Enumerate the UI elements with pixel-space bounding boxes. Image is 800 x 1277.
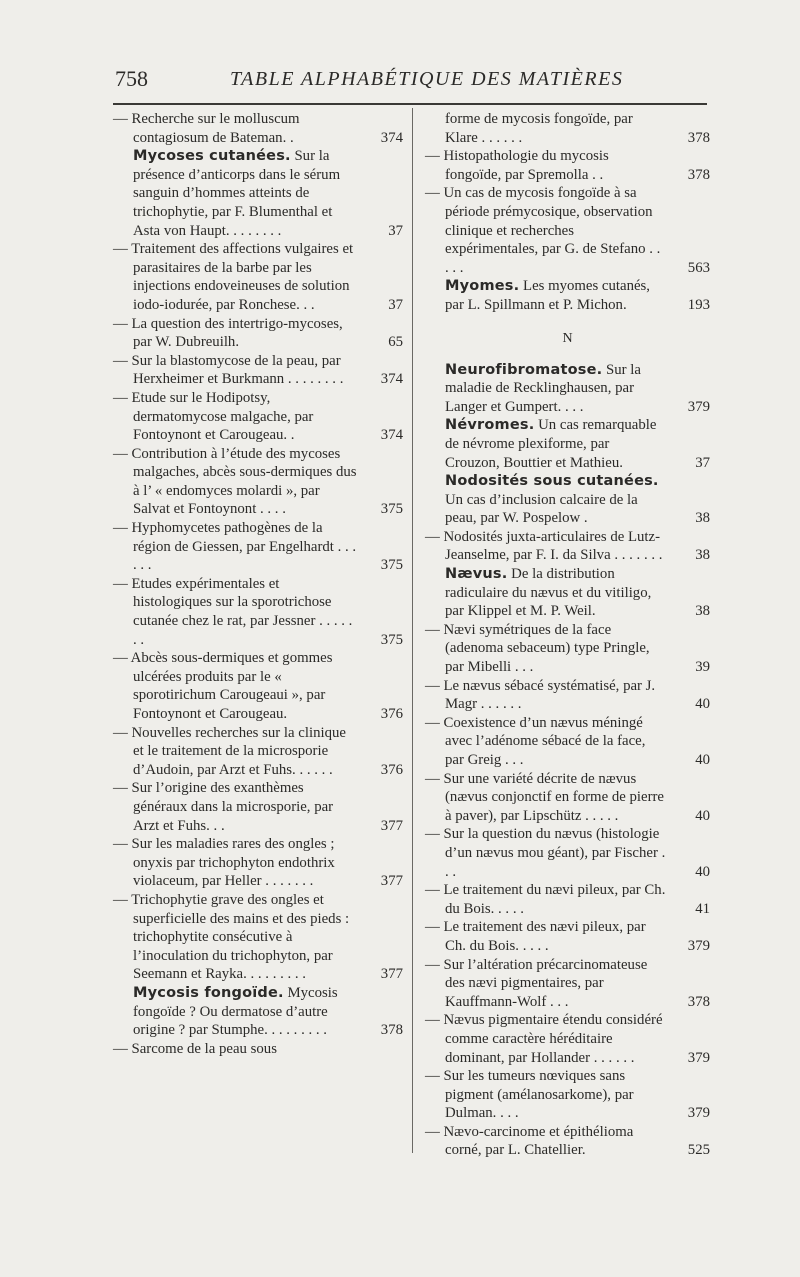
- page-reference: 379: [687, 1049, 710, 1066]
- entry-text: — Histopathologie du mycosis fongoïde, par Spremolla . .: [425, 148, 609, 183]
- index-subentry: [425, 956, 710, 1012]
- entry-text: — La question des intertrigo-mycoses, par W. Dubreuilh.: [113, 315, 343, 351]
- index-subentry: [113, 724, 403, 780]
- page-reference: 375: [380, 631, 403, 648]
- entry-text: — Sarcome de la peau sous: [113, 1040, 277, 1057]
- entry-text: Un cas d’inclusion calcaire de la peau, par W. Pospelow .: [445, 491, 638, 527]
- index-subentry: [425, 770, 710, 826]
- entry-text: — Sur la blastomycose de la peau, par Herxheimer et Burkmann . . . . . . . .: [113, 352, 344, 388]
- index-heading-entry: [113, 147, 403, 240]
- page-reference: 38: [695, 547, 710, 564]
- page-reference: 39: [695, 659, 710, 676]
- page-reference: 379: [687, 398, 710, 415]
- page-reference: 525: [687, 1142, 710, 1159]
- page-reference: 563: [687, 259, 710, 276]
- entry-text: — Sur les maladies rares des ongles ; onyxis par trichophyton endothrix violaceum, par Heller . . . . . . .: [113, 836, 335, 890]
- page-reference: 375: [380, 501, 403, 518]
- entry-text: — Etudes expérimentales et histologiques sur la sporotrichose cutanée chez le rat, par Jessner . . . . . . .: [113, 575, 353, 648]
- index-subentry: [425, 147, 710, 184]
- page-reference: 40: [695, 807, 710, 824]
- entry-text: Sur la maladie de Recklinghausen, par Langer et Gumpert. . . .: [445, 361, 641, 415]
- index-subentry: [113, 445, 403, 519]
- page-reference: 374: [380, 129, 403, 146]
- page-reference: 193: [687, 296, 710, 313]
- entry-text: — Sur une variété décrite de nævus (nævus conjonctif en forme de pierre à paver), par Lipschütz . . . . .: [425, 770, 664, 824]
- entry-text: forme de mycosis fongoïde, par Klare . . . . . .: [445, 111, 633, 146]
- entry-text: — Recherche sur le molluscum contagiosum de Bateman. .: [113, 111, 300, 146]
- page-reference: 37: [388, 222, 403, 239]
- entry-text: Sur la présence d’anticorps dans le sérum sanguin d’hommes atteints de trichophytie, par F. Blumenthal et Asta von Haupt. . . . . . . .: [133, 148, 341, 239]
- index-subentry: [425, 825, 710, 881]
- entry-text: — Coexistence d’un nævus méningé avec l’adénome sébacé de la face, par Greig . . .: [425, 714, 646, 768]
- page-reference: 378: [380, 1022, 403, 1039]
- entry-text: — Sur l’altération précarcinomateuse des nævi pigmentaires, par Kauffmann-Wolf . . .: [425, 956, 648, 1010]
- page-reference: 376: [380, 706, 403, 722]
- entry-text: Mycosis fongoïde ? Ou dermatose d’autre origine ? par Stumphe. . . . . . . . .: [133, 984, 338, 1039]
- index-subentry: [113, 891, 403, 984]
- page-reference: 40: [695, 696, 710, 713]
- index-term: Mycosis fongoïde.: [133, 984, 284, 1001]
- index-subentry: [113, 519, 403, 575]
- index-term: Myomes.: [445, 278, 520, 295]
- index-term: Nodosités sous cutanées.: [445, 473, 659, 490]
- entry-text: — Nævi symétriques de la face (adenoma sebaceum) type Pringle, par Mibelli . . .: [425, 621, 650, 676]
- index-subentry: [113, 315, 403, 352]
- entry-text: — Nævus pigmentaire étendu considéré comme caractère héréditaire dominant, par Hollander . . . . . .: [425, 1012, 663, 1066]
- page-reference: 377: [380, 873, 403, 890]
- index-subentry: [113, 649, 403, 723]
- page-reference: 40: [695, 752, 710, 768]
- entry-text: — Traitement des affections vulgaires et parasitaires de la barbe par les injections endoveineuses de solution iodo-iodurée, par Ronchese. . .: [113, 241, 354, 313]
- index-subentry: [425, 621, 710, 677]
- running-title: TABLE ALPHABÉTIQUE DES MATIÈRES: [230, 68, 624, 90]
- page-reference: 376: [380, 761, 403, 778]
- index-term: Mycoses cutanées.: [133, 148, 291, 165]
- index-subentry: [425, 110, 710, 147]
- page-number: 758: [115, 66, 148, 91]
- index-subentry: [113, 110, 403, 147]
- index-subentry: [113, 352, 403, 389]
- index-subentry: [113, 240, 403, 314]
- entry-text: — Sur l’origine des exanthèmes généraux dans la microsporie, par Arzt et Fuhs. . .: [113, 780, 334, 834]
- index-subentry: [113, 389, 403, 445]
- entry-text: — Nodosités juxta-articulaires de Lutz-Jeanselme, par F. I. da Silva . . . . . . .: [425, 528, 663, 564]
- entry-text: — Sur la question du nævus (histologie d’un nævus mou géant), par Fischer . . .: [425, 826, 666, 880]
- page-reference: 375: [380, 557, 403, 574]
- entry-text: — Le nævus sébacé systématisé, par J. Magr . . . . . .: [425, 677, 656, 713]
- page-reference: 379: [687, 937, 710, 954]
- section-letter: N: [562, 330, 573, 346]
- page-reference: 374: [380, 427, 403, 444]
- index-heading-entry: [425, 361, 710, 417]
- entry-text: — Le traitement du nævi pileux, par Ch. du Bois. . . . .: [425, 882, 666, 917]
- page-reference: 65: [388, 334, 403, 351]
- index-subentry: [425, 677, 710, 714]
- page-reference: 374: [380, 371, 403, 388]
- page-reference: 41: [695, 900, 710, 917]
- index-heading-entry: [425, 472, 710, 528]
- page-reference: 378: [687, 129, 710, 146]
- right-column: [425, 110, 710, 1160]
- page-reference: 377: [380, 966, 403, 983]
- page-header: [0, 66, 800, 96]
- page-reference: 377: [380, 817, 403, 834]
- index-subentry: [425, 881, 710, 918]
- index-subentry: [113, 779, 403, 835]
- entry-text: De la distribution radiculaire du nævus et du vitiligo, par Klippel et M. P. Weil.: [445, 566, 652, 620]
- index-subentry: [425, 1067, 710, 1123]
- entry-text: — Sur les tumeurs nœviques sans pigment (amélanosarkome), par Dulman. . . .: [425, 1068, 634, 1122]
- page-reference: 37: [695, 454, 710, 471]
- page-reference: 38: [695, 510, 710, 527]
- column-divider: [412, 108, 413, 1153]
- index-heading-entry: [425, 416, 710, 472]
- page-reference: 378: [687, 993, 710, 1010]
- index-subentry: [113, 1040, 403, 1059]
- page-reference: 40: [695, 863, 710, 880]
- page-reference: 38: [695, 603, 710, 620]
- page-reference: 379: [687, 1105, 710, 1122]
- index-subentry: [425, 184, 710, 277]
- entry-text: — Le traitement des nævi pileux, par Ch. du Bois. . . . .: [425, 919, 646, 954]
- index-term: Neurofibromatose.: [445, 361, 603, 378]
- entry-text: Les myomes cutanés, par L. Spillmann et P. Michon.: [445, 278, 651, 313]
- left-column: [113, 110, 403, 1058]
- index-term: Névromes.: [445, 417, 535, 434]
- entry-text: — Un cas de mycosis fongoïde à sa période prémycosique, observation clinique et recherches expérimentales, par G. de Stefano . . . . .: [425, 185, 661, 276]
- entry-text: — Hyphomycetes pathogènes de la région de Giessen, par Engelhardt . . . . . .: [113, 520, 357, 574]
- index-term: Nævus.: [445, 566, 508, 583]
- index-subentry: [113, 835, 403, 891]
- index-subentry: [425, 918, 710, 955]
- entry-text: — Trichophytie grave des ongles et superficielle des mains et des pieds : trichophytite consécutive à l’inoculation du trichophyton, par Seemann et Rayka. . . . . . . . .: [113, 891, 350, 983]
- entry-text: — Abcès sous-dermiques et gommes ulcérées produits par le « sporotirichum Carougeaui », par Fontoynont et Carougeau.: [113, 650, 333, 722]
- index-heading-entry: [425, 277, 710, 314]
- entry-text: — Contribution à l’étude des mycoses malgaches, abcès sous-dermiques dus à l’ « endomyces molardi », par Salvat et Fontoynont . . . .: [113, 445, 357, 518]
- entry-text: Un cas remarquable de névrome plexiforme, par Crouzon, Bouttier et Mathieu.: [445, 417, 657, 471]
- index-subentry: [425, 1011, 710, 1067]
- entry-text: — Nævo-carcinome et épithélioma corné, par L. Chatellier.: [425, 1123, 634, 1159]
- entry-text: — Nouvelles recherches sur la clinique et le traitement de la microsporie d’Audoin, par Arzt et Fuhs. . . . . .: [113, 724, 346, 778]
- index-subentry: [425, 714, 710, 770]
- index-subentry: [113, 575, 403, 649]
- index-subentry: [425, 528, 710, 565]
- index-heading-entry: [425, 565, 710, 621]
- page-reference: 378: [687, 166, 710, 183]
- index-heading-entry: [113, 984, 403, 1040]
- entry-text: — Etude sur le Hodipotsy, dermatomycose malgache, par Fontoynont et Carougeau. .: [113, 389, 314, 444]
- header-rule: [113, 103, 707, 105]
- page-reference: 37: [388, 296, 403, 313]
- index-subentry: [425, 1123, 710, 1160]
